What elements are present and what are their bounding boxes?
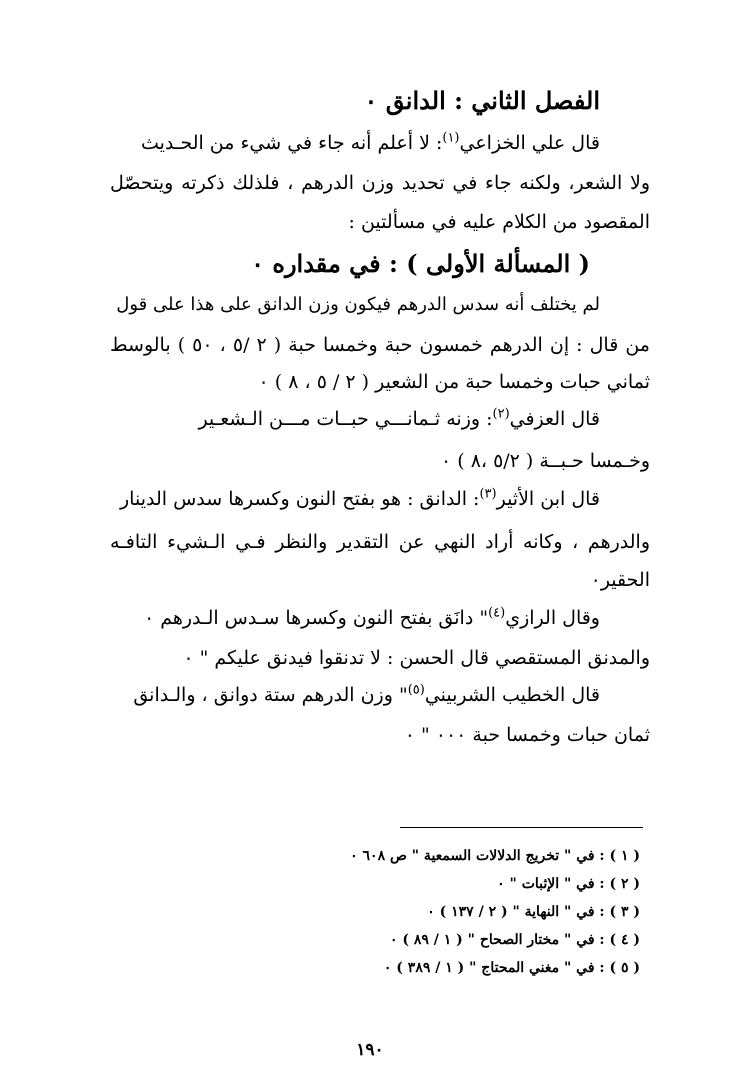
para6-line1-start: قال الخطيب الشربيني xyxy=(424,684,600,706)
para1-line1 xyxy=(110,128,650,158)
footnote-ref-1: (١) xyxy=(442,130,460,146)
issue1-title: ( المسألة الأولى ) : في مقداره ٠ xyxy=(251,249,590,278)
para1-line1-start: قال علي الخزاعي xyxy=(459,132,600,154)
footnote-5: ( ٥ ) : في " مغني المحتاج " ( ١ / ٣٨٩ ) ٠ xyxy=(383,960,640,976)
para6-line1-end: " وزن الدرهم ستة دوانق ، والـدانق xyxy=(133,684,408,706)
para1-line1-end: : لا أعلم أنه جاء في شيء من الحـديث xyxy=(140,132,443,154)
para2-line1: لم يختلف أنه سدس الدرهم فيكون وزن الدانق على هذا على قول xyxy=(116,294,600,315)
footnote-2: ( ٢ ) : في " الإثبات " ٠ xyxy=(497,876,640,892)
para5-line2: والمدنق المستقصي قال الحسن : لا تدنقوا فيدنق عليكم " ٠ xyxy=(183,647,650,669)
para6-line1 xyxy=(110,680,650,710)
para5-line1-start: وقال الرازي xyxy=(505,607,600,629)
footnote-ref-2: (٢) xyxy=(492,406,510,422)
footnote-3: ( ٣ ) : في " النهاية " ( ٢ / ١٣٧ ) ٠ xyxy=(427,904,640,920)
chapter-title: الفصل الثاني : الدانق ٠ xyxy=(364,86,600,115)
para3-line2: وخـمسا حـبــة ( ٥/٢ ،٨ ) ٠ xyxy=(440,450,650,472)
para2-line2: من قال : إن الدرهم خمسون حبة وخمسا حبة ( ٢ /٥ ، ٥٠ ) بالوسط xyxy=(110,334,650,356)
para4-line3: الحقير٠ xyxy=(590,569,650,591)
para1-line2: ولا الشعر، ولكنه جاء في تحديد وزن الدرهم ، فلذلك ذكرته ويتحصّل xyxy=(110,172,650,194)
para4-line1 xyxy=(110,484,650,514)
footnote-ref-5: (٥) xyxy=(407,682,425,698)
footnote-separator xyxy=(400,827,643,828)
para4-line2: والدرهم ، وكانه أراد النهي عن التقدير والنظر فـي الـشيء التافـه xyxy=(110,531,650,553)
footnote-1: ( ١ ) : في " تخريج الدلالات السمعية " ص ٦٠٨ ٠ xyxy=(350,848,640,864)
para3-line1-end: : وزنه ثـمانـــي حبــات مـــن الـشعـير xyxy=(198,408,493,430)
footnote-4: ( ٤ ) : في " مختار الصحاح " ( ١ / ٨٩ ) ٠ xyxy=(389,932,640,948)
para5-line1-end: " دانَق بفتح النون وكسرها سـدس الـدرهم ٠ xyxy=(143,607,489,629)
para4-line1-start: قال ابن الأثير xyxy=(496,488,600,510)
para6-line2: ثمان حبات وخمسا حبة ٠٠٠ " ٠ xyxy=(404,724,650,746)
para3-line1-start: قال العزفي xyxy=(509,408,600,430)
para1-line3: المقصود من الكلام عليه في مسألتين : xyxy=(348,211,650,233)
para3-line1 xyxy=(110,404,650,434)
para5-line1 xyxy=(110,603,650,633)
footnote-ref-4: (٤) xyxy=(488,605,506,621)
page-number: ١٩٠ xyxy=(356,1040,384,1060)
para4-line1-end: : الدانق : هو بفتح النون وكسرها سدس الدينار xyxy=(120,488,480,510)
footnote-ref-3: (٣) xyxy=(479,486,497,502)
para2-line3: ثماني حبات وخمسا حبة من الشعير ( ٢ / ٥ ، ٨ ) ٠ xyxy=(258,371,650,393)
